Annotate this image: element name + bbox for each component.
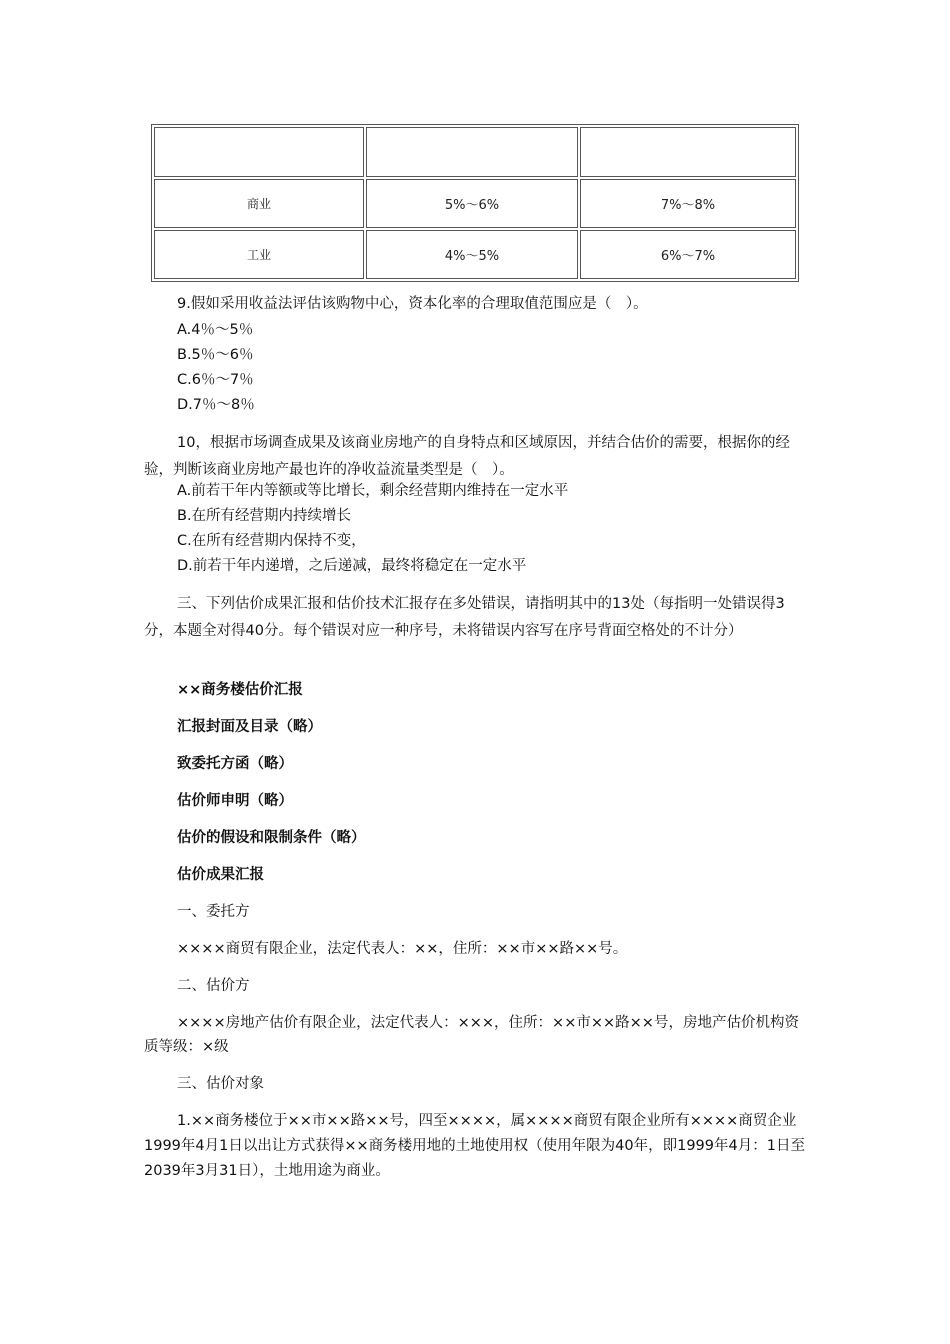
section-3-intro: 三、下列估价成果汇报和估价技术汇报存在多处错误，请指明其中的13处（每指明一处错误得3分，本题全对得40分。每个错误对应一种序号，未将错误内容写在序号背面空格处的不计分） (144, 596, 785, 639)
table-header-cell (366, 127, 578, 177)
table-cell-category: 商业 (154, 179, 364, 228)
heading-result: 估价成果汇报 (177, 867, 264, 883)
appraiser-title: 二、估价方 (177, 978, 250, 994)
q10-option-c: C.在所有经营期内保持不变， (177, 533, 366, 549)
q9-option-a: A.4％～5％ (177, 322, 254, 338)
table-row (154, 230, 796, 279)
question-10: 10，根据市场调查成果及该商业房地产的自身特点和区域原因，并结合估价的需要，根据你的经验，判断该商业房地产最也许的净收益流量类型是（ ）。 (144, 435, 790, 478)
heading-statement: 估价师申明（略） (177, 793, 293, 809)
q10-option-a: A.前若干年内等额或等比增长，剩余经营期内维持在一定水平 (177, 483, 569, 499)
client-text: ××××商贸有限企业，法定代表人：××，住所：××市××路××号。 (177, 941, 628, 957)
q9-option-d: D.7％～8％ (177, 397, 255, 413)
table-header-row (154, 127, 796, 177)
table-cell: 6%～7% (580, 230, 796, 279)
q10-option-d: D.前若干年内递增，之后递减，最终将稳定在一定水平 (177, 558, 527, 574)
q9-option-c: C.6％～7％ (177, 372, 254, 388)
q9-option-b: B.5％～6％ (177, 347, 254, 363)
table-cell-category: 工业 (154, 230, 364, 279)
question-9: 9.假如采用收益法评估该购物中心，资本化率的合理取值范围应是（ ）。 (177, 296, 648, 312)
q10-option-b: B.在所有经营期内持续增长 (177, 508, 352, 524)
heading-cover: 汇报封面及目录（略） (177, 719, 322, 735)
capitalization-rate-table (151, 124, 799, 282)
appraiser-text: ××××房地产估价有限企业，法定代表人：×××，住所：××市××路××号，房地产估价机构资质等级：×级 (144, 1015, 799, 1055)
object-text: 1.××商务楼位于××市××路××号，四至××××，属××××商贸有限企业所有××××商贸企业1999年4月1日以出让方式获得××商务楼用地的土地使用权（使用年限为40年，即1999年4月：1日至2039年3月31日），土地用途为商业。 (144, 1113, 805, 1179)
report-title: ××商务楼估价汇报 (177, 682, 303, 698)
client-title: 一、委托方 (177, 904, 250, 920)
heading-assumptions: 估价的假设和限制条件（略） (177, 830, 366, 846)
object-title: 三、估价对象 (177, 1076, 264, 1092)
table-cell: 4%～5% (366, 230, 578, 279)
table-header-cell (580, 127, 796, 177)
table-header-cell (154, 127, 364, 177)
table-cell: 7%～8% (580, 179, 796, 228)
table-row (154, 179, 796, 228)
table-cell: 5%～6% (366, 179, 578, 228)
heading-letter: 致委托方函（略） (177, 756, 293, 772)
